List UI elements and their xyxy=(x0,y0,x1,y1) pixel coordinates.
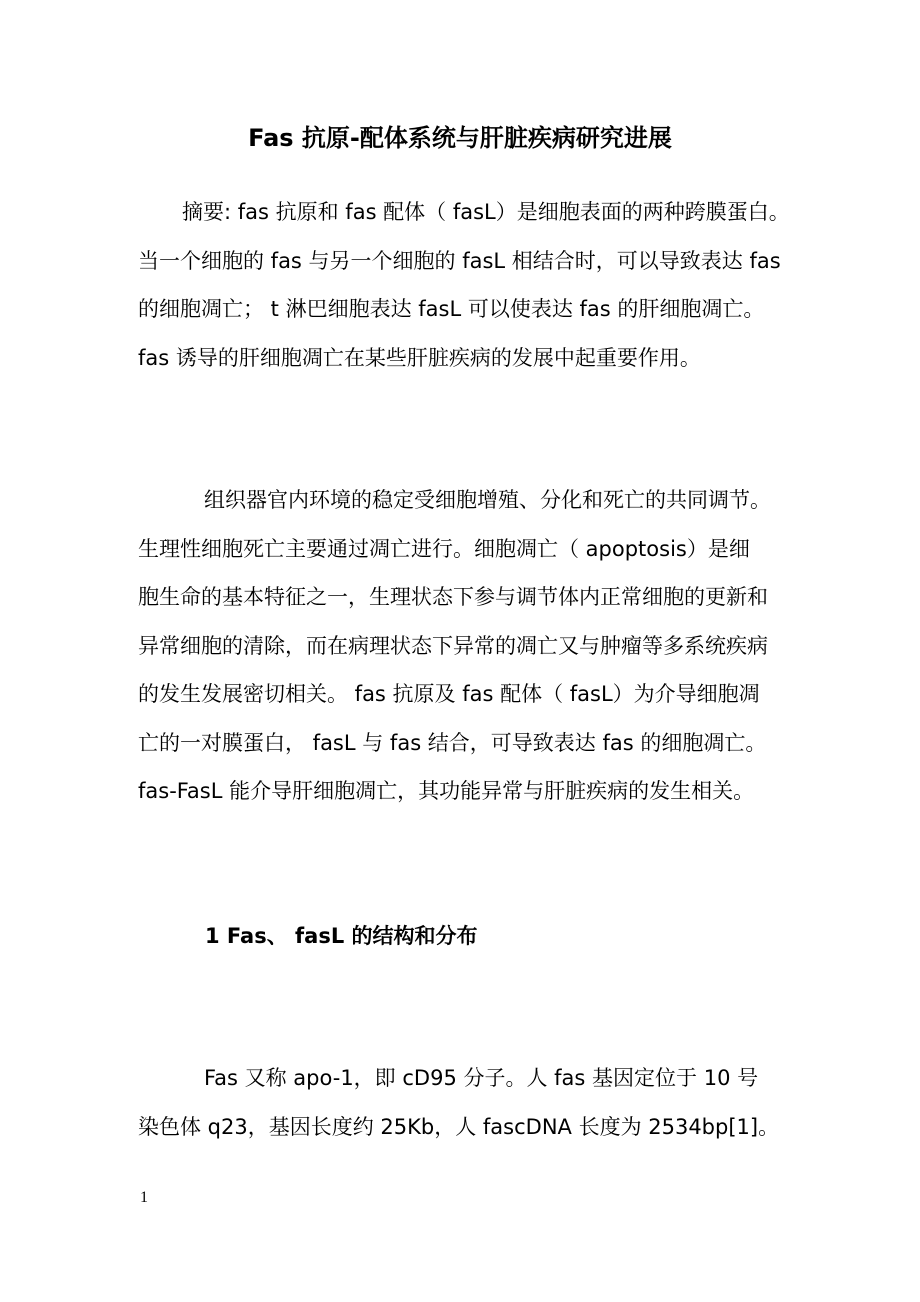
intro-line-5: 的发生发展密切相关。 fas 抗原及 fas 配体（ fasL）为介导细胞凋 xyxy=(138,682,760,706)
intro-line-2: 生理性细胞死亡主要通过凋亡进行。细胞凋亡（ apoptosis）是细 xyxy=(138,536,750,561)
intro-line-3: 胞生命的基本特征之一，生理状态下参与调节体内正常细胞的更新和 xyxy=(138,585,768,609)
section-1-paragraph xyxy=(138,1054,798,1151)
intro-paragraph xyxy=(138,476,798,816)
abstract-line-1: 摘要: fas 抗原和 fas 配体（ fasL）是细胞表面的两种跨膜蛋白。 xyxy=(182,200,790,224)
section-1-line-2: 染色体 q23，基因长度约 25Kb，人 fascDNA 长度为 2534bp[1]。 xyxy=(138,1114,780,1139)
intro-line-6: 亡的一对膜蛋白， fasL 与 fas 结合，可导致表达 fas 的细胞凋亡。 xyxy=(138,730,767,755)
intro-line-7: fas-FasL 能介导肝细胞凋亡，其功能异常与肝脏疾病的发生相关。 xyxy=(138,779,755,803)
page-number: 1 xyxy=(140,1189,148,1206)
section-1-line-1: Fas 又称 apo-1，即 cD95 分子。人 fas 基因定位于 10 号 xyxy=(204,1066,759,1090)
document-title: Fas 抗原-配体系统与肝脏疾病研究进展 xyxy=(248,124,672,152)
intro-line-1: 组织器官内环境的稳定受细胞增殖、分化和死亡的共同调节。 xyxy=(204,488,771,512)
abstract-line-3: 的细胞凋亡； t 淋巴细胞表达 fasL 可以使表达 fas 的肝细胞凋亡。 xyxy=(138,297,765,321)
intro-line-4: 异常细胞的清除，而在病理状态下异常的凋亡又与肿瘤等多系统疾病 xyxy=(138,633,768,658)
abstract-paragraph xyxy=(138,188,798,382)
section-1-heading: 1 Fas、 fasL 的结构和分布 xyxy=(205,924,478,948)
abstract-line-2: 当一个细胞的 fas 与另一个细胞的 fasL 相结合时，可以导致表达 fas xyxy=(138,248,781,273)
abstract-line-4: fas 诱导的肝细胞凋亡在某些肝脏疾病的发展中起重要作用。 xyxy=(138,345,701,370)
